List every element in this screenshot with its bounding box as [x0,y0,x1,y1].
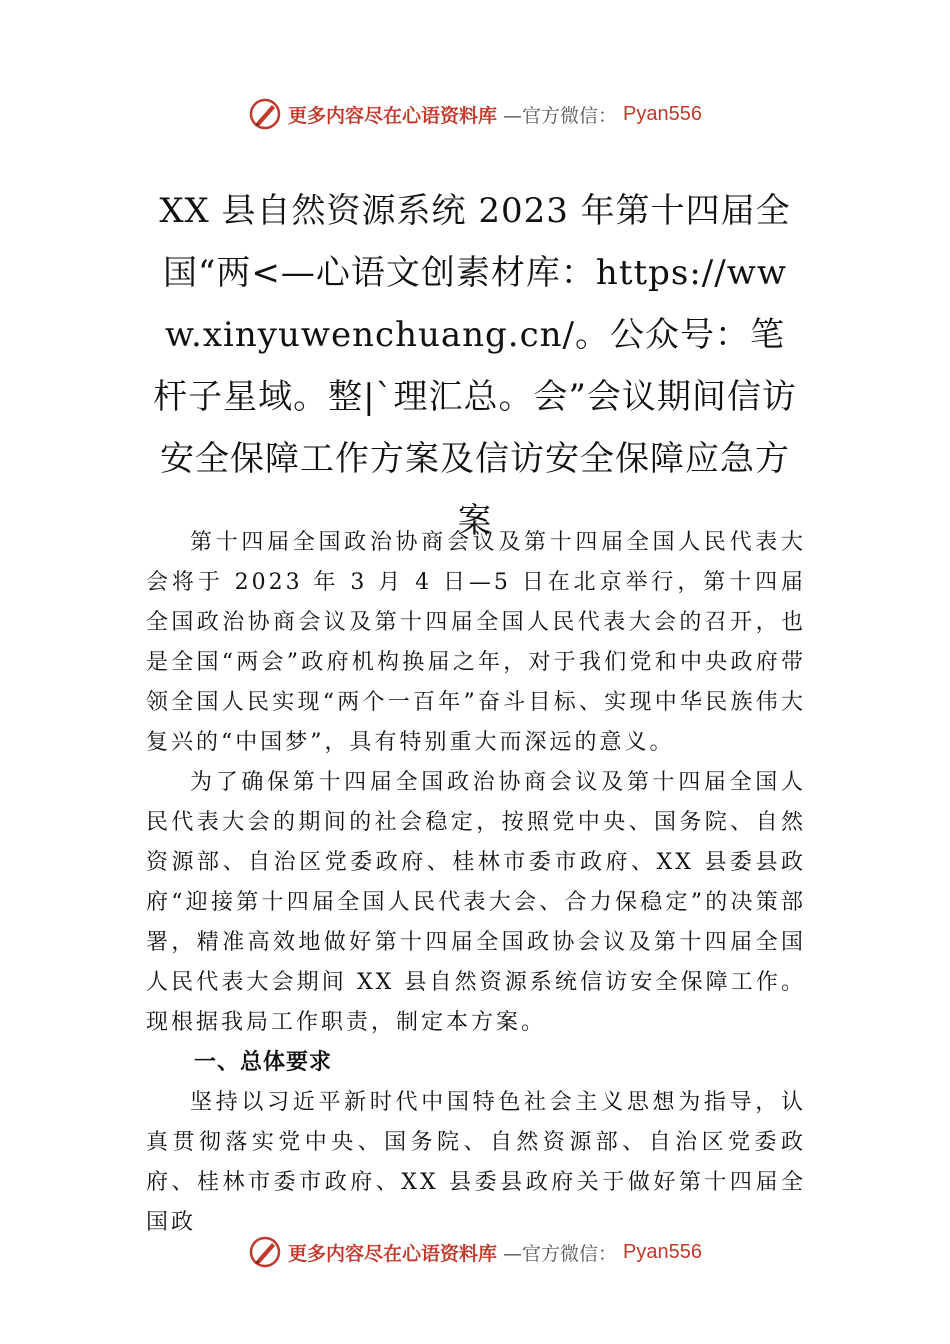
paragraph: 第十四届全国政治协商会议及第十四届全国人民代表大会将于 2023 年 3 月 4 日—5 日在北京举行，第十四届全国政治协商会议及第十四届全国人民代表大会的召开，也是全国“两会”政府机构换届之年，对于我们党和中央政府带领全国人民实现“两个一百年”奋斗目标、实现中华民族伟大复兴的“中国梦”，具有特别重大而深远的意义。 [146,530,806,755]
banner-text: 更多内容尽在心语资料库 [288,104,498,127]
section-heading: 一、总体要求 [194,1050,333,1075]
banner-official-label: —官方微信： [503,1242,618,1265]
document-body [146,523,806,1243]
document-title: XX 县自然资源系统 2023 年第十四届全国“两<—心语文创素材库：https://www.xinyuwenchuang.cn/。公众号：笔杆子星域。整|`理汇总。会”会议期间信访安全保障工作方案及信访安全保障应急方案 [153,191,797,541]
paragraph: 为了确保第十四届全国政治协商会议及第十四届全国人民代表大会的期间的社会稳定，按照党中央、国务院、自然资源部、自治区党委政府、桂林市委市政府、XX 县委县政府“迎接第十四届全国人民代表大会、合力保稳定”的决策部署，精准高效地做好第十四届全国政协会议及第十四届全国人民代表大会期间 XX 县自然资源系统信访安全保障工作。现根据我局工作职责，制定本方案。 [146,770,806,1035]
pen-logo-icon [248,1235,282,1269]
banner-text: 更多内容尽在心语资料库 [288,1242,498,1265]
banner-official-label: —官方微信： [503,104,618,127]
pen-logo-icon [248,97,282,131]
banner-wechat-id: Pyan556 [623,102,702,125]
paragraph: 坚持以习近平新时代中国特色社会主义思想为指导，认真贯彻落实党中央、国务院、自然资源部、自治区党委政府、桂林市委市政府、XX 县委县政府关于做好第十四届全国政 [146,1090,806,1235]
footer-banner [0,1232,950,1272]
banner-wechat-id: Pyan556 [623,1240,702,1263]
header-banner [0,94,950,134]
